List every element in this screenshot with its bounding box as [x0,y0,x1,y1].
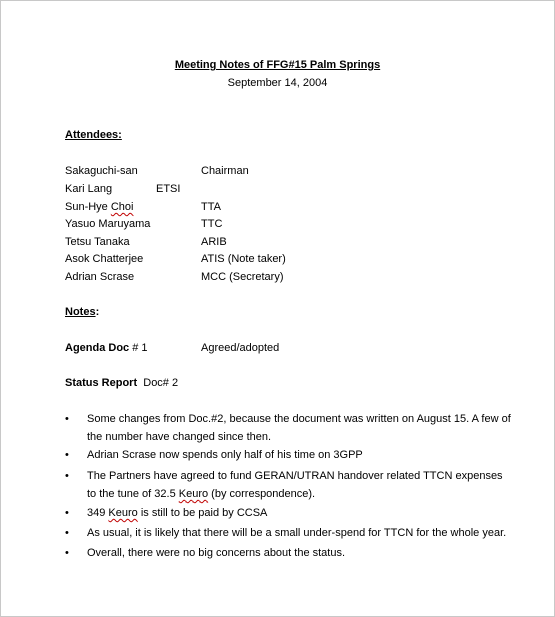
bullet-icon: • [65,507,69,519]
attendees-heading: Attendees: [65,129,122,141]
bullet-text: 349 [87,507,109,519]
notes-heading [65,306,99,318]
attendee-name-first: Sun-Hye [65,201,111,213]
attendee-role: ARIB [201,236,227,248]
attendee-name: Kari Lang [65,183,113,195]
attendee-role: TTC [201,218,223,230]
attendee-name: Adrian Scrase [65,271,135,283]
bullet-item: Overall, there were no big concerns about the status. [87,547,346,559]
spellcheck-flagged-word: Keuro [178,488,209,500]
notes-heading-colon: : [95,306,100,318]
document-date: September 14, 2004 [227,77,328,89]
attendee-name: Yasuo Maruyama [65,218,151,230]
document-title: Meeting Notes of FFG#15 Palm Springs [174,59,381,71]
bullet-item: Adrian Scrase now spends only half of his time on 3GPP [87,449,363,461]
agenda-doc-status: Agreed/adopted [201,342,280,354]
agenda-doc-number: # 1 [129,342,148,354]
bullet-item [87,467,512,503]
bullet-text: (by correspondence). [208,488,316,500]
attendee-name: Asok Chatterjee [65,253,144,265]
bullet-icon: • [65,470,69,482]
agenda-doc-title: Agenda Doc [65,342,130,354]
attendee-name: Tetsu Tanaka [65,236,130,248]
bullet-item: As usual, it is likely that there will be a small under-spend for TTCN for the whole year. [87,527,507,539]
attendee-role: MCC (Secretary) [201,271,284,283]
bullet-text: is still to be paid by CCSA [137,507,268,519]
notes-heading-text: Notes [65,306,96,318]
spellcheck-flagged-word: Choi [110,201,134,213]
bullet-item [87,504,512,522]
attendee-name: Sakaguchi-san [65,165,138,177]
attendee-name [65,201,133,213]
spellcheck-flagged-word: Keuro [108,507,138,519]
status-report-doc: Doc# 2 [143,377,179,389]
bullet-item: Some changes from Doc.#2, because the document was written on August 15. A few of the number have changed since then. [87,413,511,443]
bullet-icon: • [65,449,69,461]
bullet-icon: • [65,547,69,559]
bullet-icon: • [65,413,69,425]
status-report-label [65,377,178,389]
attendee-role: Chairman [201,165,249,177]
bullet-text: The Partners have agreed to fund GERAN/UTRAN handover related TTCN expenses to the tune of 32.5 [87,470,503,500]
status-report-title: Status Report [65,377,138,389]
attendee-role: TTA [201,201,221,213]
agenda-doc-label [65,342,148,354]
bullet-icon: • [65,527,69,539]
attendee-role: ATIS (Note taker) [201,253,286,265]
attendee-role: ETSI [156,183,181,195]
